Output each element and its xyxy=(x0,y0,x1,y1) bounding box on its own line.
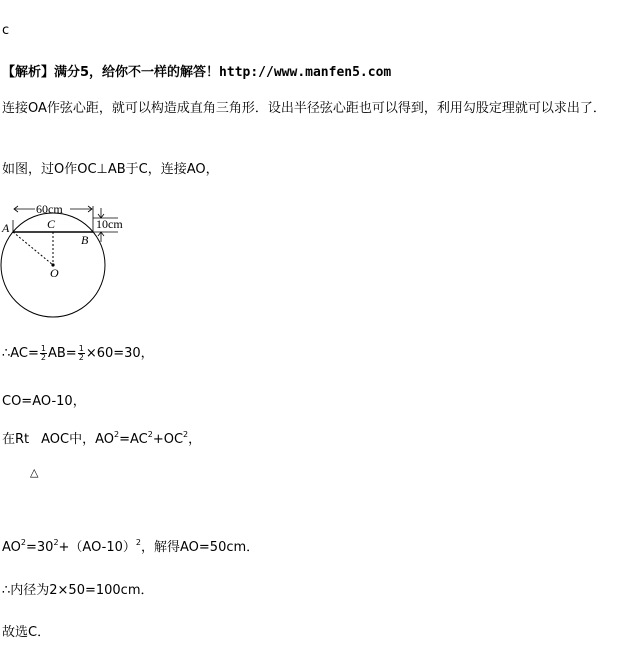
frac2-den: 2 xyxy=(78,353,84,362)
solve-part1: AO xyxy=(2,540,21,555)
frac1-den: 2 xyxy=(40,353,46,362)
solution-intro: 连接OA作弦心距，就可以构造成直角三角形．设出半径弦心距也可以得到，利用勾股定理就可以求出了． xyxy=(2,101,606,116)
solve-exp-2: 2 xyxy=(53,538,59,547)
equation-pythagoras xyxy=(2,430,202,447)
frac2-num: 1 xyxy=(78,344,84,353)
point-b-label: B xyxy=(81,233,89,247)
solve-exp-3: 2 xyxy=(135,538,142,547)
eq-ac-middle: AB= xyxy=(48,346,77,361)
rt-eq-plus: +OC xyxy=(152,432,184,447)
dim-10-label: 10cm xyxy=(96,217,123,231)
equation-solve xyxy=(2,538,260,555)
solve-exp-1: 2 xyxy=(20,538,26,547)
answer-letter: c xyxy=(2,23,10,38)
equation-diameter: ∴内径为2×50=100cm． xyxy=(2,583,154,598)
final-choice: 故选C． xyxy=(2,625,51,640)
triangle-symbol: △ xyxy=(30,466,39,479)
point-a-label: A xyxy=(2,221,10,235)
analysis-label: 【解析】满分5，给你不一样的解答！ xyxy=(2,65,220,80)
solve-part3: +（AO-10） xyxy=(58,540,136,555)
construction-step: 如图，过O作OC⊥AB于C，连接AO， xyxy=(2,162,219,177)
analysis-header xyxy=(2,66,391,79)
rt-eq-mid: =AC xyxy=(119,432,148,447)
rt-prefix: 在Rt xyxy=(2,432,30,447)
rt-end: ， xyxy=(188,432,202,447)
solve-part2: =30 xyxy=(26,540,54,555)
point-o-label: O xyxy=(50,266,59,280)
equation-co: CO=AO-10， xyxy=(2,394,86,409)
rt-exp-1: 2 xyxy=(114,430,120,439)
circle-diagram xyxy=(0,192,140,326)
dim-60-label: 60cm xyxy=(36,202,63,216)
analysis-url: http://www.manfen5.com xyxy=(219,65,392,80)
point-c-label: C xyxy=(47,217,56,231)
rt-triangle: AOC中，AO xyxy=(41,432,115,447)
eq-ac-prefix: ∴AC= xyxy=(2,346,39,361)
frac1-num: 1 xyxy=(40,344,46,353)
solve-part4: ，解得AO=50cm． xyxy=(141,540,260,555)
fraction-half-1 xyxy=(40,345,47,362)
rt-exp-2: 2 xyxy=(147,430,153,439)
rt-exp-3: 2 xyxy=(183,430,189,439)
segment-oa xyxy=(13,232,53,265)
eq-ac-suffix: ×60=30， xyxy=(85,346,154,361)
circle-diagram-svg xyxy=(0,192,140,322)
fraction-half-2 xyxy=(78,345,85,362)
equation-ac xyxy=(2,345,154,362)
